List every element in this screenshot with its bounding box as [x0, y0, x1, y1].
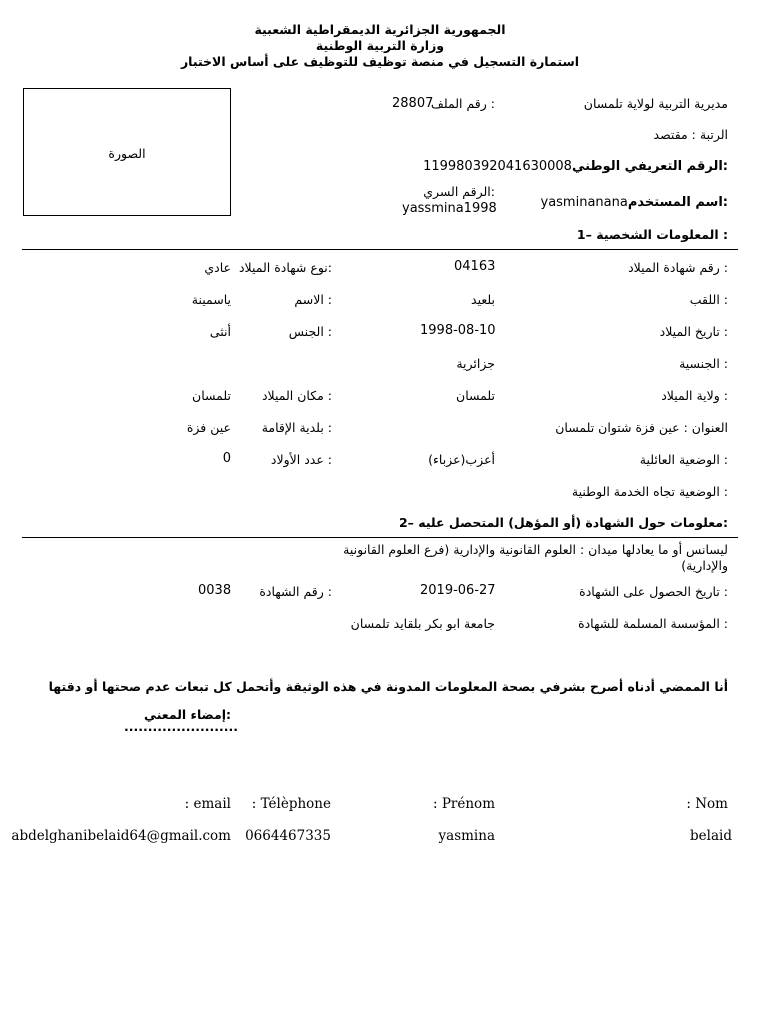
nom-value: belaid	[690, 828, 732, 844]
surname-label: اللقب :	[689, 292, 728, 307]
header-line-2: وزارة التربية الوطنية	[315, 38, 445, 53]
institution-value: جامعة ابو بكر بلقايد تلمسان	[350, 616, 495, 631]
nin-row	[423, 159, 728, 174]
children-value: 0	[222, 451, 231, 466]
birth-cert-label: رقم شهادة الميلاد :	[628, 260, 728, 275]
photo-label: الصورة	[108, 146, 146, 161]
signature-label: إمضاء المعني:	[144, 707, 231, 722]
birth-place-label: مكان الميلاد :	[261, 388, 332, 403]
military-status-label: الوضعية تجاه الخدمة الوطنية :	[571, 484, 728, 499]
file-number-label: رقم الملف :	[430, 96, 495, 111]
birth-wilaya-value: تلمسان	[456, 388, 495, 403]
file-number	[392, 95, 433, 111]
username-value: yasminanana	[540, 195, 628, 210]
telephone-label: : Télèphone	[251, 796, 331, 812]
birth-cert-value: 04163	[454, 259, 496, 274]
degree-number-label: رقم الشهادة :	[259, 584, 332, 599]
nin-label: الرقم التعريفي الوطني:	[571, 159, 728, 174]
rank: الرتبة : مقتصد	[653, 127, 728, 142]
children-label: عدد الأولاد :	[270, 452, 332, 467]
family-status-value: أعزب(عزباء)	[428, 452, 495, 467]
username-row	[541, 195, 729, 210]
name-label: الاسم :	[294, 292, 332, 307]
email-value: abdelghanibelaid64@gmail.com	[11, 828, 231, 844]
name-value: ياسمينة	[191, 292, 231, 307]
birth-cert-type-value: عادي	[204, 260, 231, 275]
surname-value: بلعيد	[471, 292, 495, 307]
degree-date-value: 2019-06-27	[420, 583, 496, 598]
signature-line: ........................	[124, 719, 238, 734]
degree-description: ليسانس أو ما يعادلها ميدان : العلوم القانونية والإدارية (فرع العلوم القانونية والإدارية)	[343, 542, 728, 573]
section-divider-2	[22, 537, 738, 538]
gender-value: أنثى	[209, 324, 231, 339]
dob-value: 1998-08-10	[420, 323, 496, 338]
degree-date-label: تاريخ الحصول على الشهادة :	[579, 584, 728, 599]
dob-label: تاريخ الميلاد :	[659, 324, 728, 339]
file-number-value: 28807	[392, 96, 434, 111]
institution-label: المؤسسة المسلمة للشهادة :	[578, 616, 728, 631]
prenom-value: yasmina	[438, 828, 495, 844]
degree-number-value: 0038	[198, 583, 232, 598]
residence-label: بلدية الإقامة :	[261, 420, 332, 435]
password-label: الرقم السري:	[423, 184, 495, 199]
personal-section-title: 1– المعلومات الشخصية :	[576, 227, 728, 242]
birth-wilaya-label: ولاية الميلاد :	[661, 388, 728, 403]
nin-value: 119980392041630008	[423, 159, 572, 174]
password-value: yassmina1998	[402, 201, 497, 216]
declaration-text: أنا الممضي أدناه أصرح بشرفي بصحة المعلومات المدونة في هذه الوثيقة وأتحمل كل تبعات عدم صحتها أو دقتها	[48, 679, 728, 694]
telephone-value: 0664467335	[245, 828, 331, 844]
directorate: مديرية التربية لولاية تلمسان	[583, 96, 728, 111]
birth-cert-type-label: نوع شهادة الميلاد:	[238, 260, 332, 275]
header-line-1: الجمهورية الجزائرية الديمقراطية الشعبية	[254, 22, 506, 37]
nom-label: : Nom	[686, 796, 728, 812]
degree-section-title: 2– معلومات حول الشهادة (أو المؤهل) المتحصل عليه:	[398, 515, 728, 530]
prenom-label: : Prénom	[433, 796, 495, 812]
birth-place-value: تلمسان	[192, 388, 231, 403]
photo-box	[23, 88, 231, 216]
username-label: اسم المستخدم:	[627, 195, 728, 210]
section-divider-1	[22, 249, 738, 250]
nationality-label: الجنسية :	[679, 356, 728, 371]
address: العنوان : عين فزة شتوان تلمسان	[555, 420, 728, 435]
email-label: : email	[184, 796, 231, 812]
gender-label: الجنس :	[288, 324, 332, 339]
form-title: استمارة التسجيل في منصة توظيف للتوظيف على أساس الاختبار	[180, 54, 580, 69]
family-status-label: الوضعية العائلية :	[639, 452, 728, 467]
nationality-value: جزائرية	[456, 356, 495, 371]
residence-value: عين فزة	[186, 420, 231, 435]
